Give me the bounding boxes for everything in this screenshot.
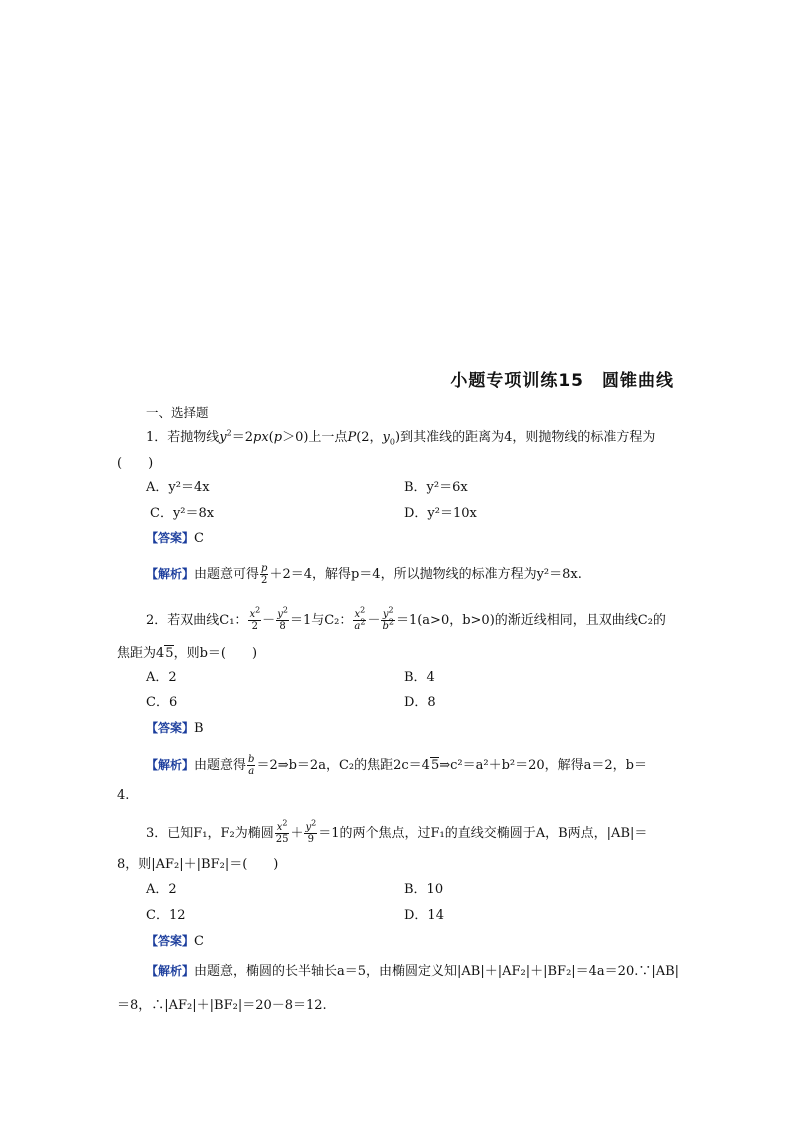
- q2-option-a: A．2: [146, 670, 177, 685]
- q3-option-c: C．12: [146, 908, 186, 923]
- section-heading: 一、选择题: [146, 405, 209, 420]
- analysis-tag: 【解析】: [146, 567, 195, 581]
- question-3-stem-line2: 8，则|AF₂|＋|BF₂|＝( ): [117, 857, 279, 872]
- question-2-stem-line2: 焦距为45，则b＝( ): [117, 646, 258, 661]
- fraction-b-over-a: $\frac{b}{a}$: [248, 754, 255, 777]
- q3-option-a: A．2: [146, 882, 177, 897]
- q2-option-c: C．6: [146, 695, 178, 710]
- question-1-stem: 1．若抛物线$y^2=2px(p>0)$上一点P(2，$y_0$)到其准线的距离为4，则抛物线的标准方程为: [146, 428, 656, 447]
- q3-option-d: D．14: [404, 908, 444, 923]
- page-title: 小题专项训练15 圆锥曲线: [450, 371, 674, 391]
- q1-option-b: B．y²＝6x: [404, 480, 468, 495]
- q1-option-a: A．y²＝4x: [146, 480, 210, 495]
- fraction-p-over-2: $\frac{p}{2}$: [261, 563, 268, 586]
- question-2-stem: 2．若双曲线C₁： $\frac{x^2}{2}$ － $\frac{y^2}{8}$ ＝1与C₂： $\frac{x^2}{a^2}$ － $\frac{y^2}{b^2}$ ＝1(a>0，b>0)的渐近线相同，且双曲线C₂的: [146, 605, 666, 632]
- q3-analysis: 【解析】由题意，椭圆的长半轴长a＝5，由椭圆定义知|AB|＋|AF₂|＋|BF₂|＝4a＝20.∵|AB|: [146, 964, 680, 979]
- q1-answer: 【答案】C: [146, 531, 204, 546]
- q3-analysis-line2: ＝8，∴|AF₂|＋|BF₂|＝20－8＝12.: [117, 998, 327, 1013]
- q3-option-b: B．10: [404, 882, 444, 897]
- q3-answer: 【答案】C: [146, 934, 204, 949]
- q2-analysis: 【解析】由题意得 $\frac{b}{a}$ ＝2⇒b＝2a，C₂的焦距2c＝45⇒c²＝a²＋b²＝20，解得a＝2，b＝: [146, 754, 647, 777]
- q1-option-d: D．y²＝10x: [404, 506, 477, 521]
- q1-option-c: C．y²＝8x: [150, 506, 215, 521]
- q2-option-b: B．4: [404, 670, 435, 685]
- q2-analysis-line2: 4.: [117, 788, 130, 803]
- answer-tag: 【答案】: [146, 531, 195, 545]
- q2-answer: 【答案】B: [146, 721, 204, 736]
- question-1-paren: ( ): [117, 456, 154, 471]
- q1-analysis: 【解析】由题意可得 $\frac{p}{2}$ ＋2＝4，解得p＝4，所以抛物线的标准方程为y²＝8x.: [146, 563, 582, 586]
- question-3-stem: 3．已知F₁，F₂为椭圆 $\frac{x^2}{25}$ ＋ $\frac{y^2}{9}$ ＝1的两个焦点，过F₁的直线交椭圆于A，B两点，|AB|＝: [146, 818, 648, 845]
- q2-option-d: D．8: [404, 695, 436, 710]
